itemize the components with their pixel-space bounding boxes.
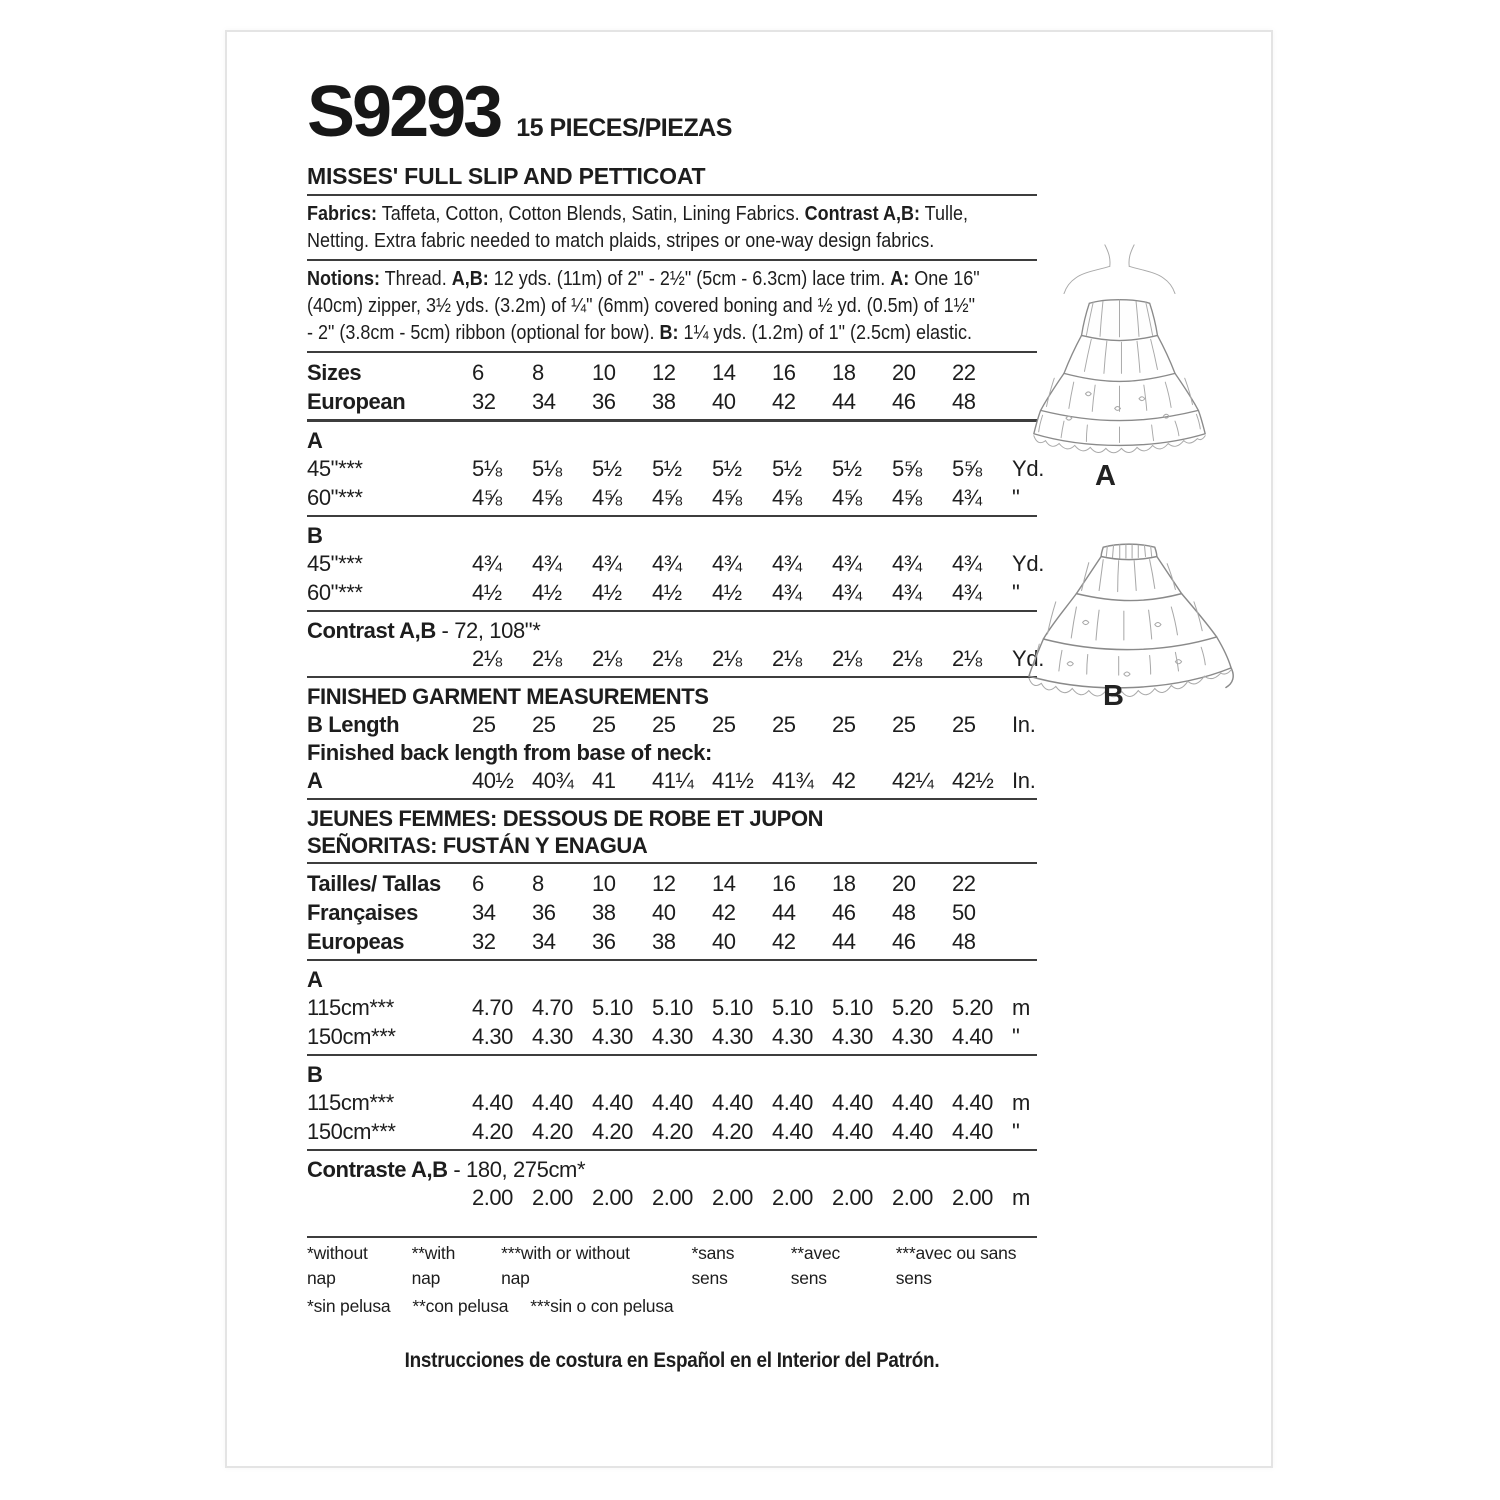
cell-value: 4⅝ — [652, 485, 682, 510]
divider-rule — [307, 194, 1037, 196]
cell-value: 2.00 — [892, 1185, 933, 1210]
cell-value: 4.70 — [532, 995, 573, 1020]
footnote-item: *sans sens — [691, 1243, 735, 1288]
cell-value: 50 — [952, 900, 976, 925]
table-row — [307, 927, 1037, 961]
cell-value: 25 — [832, 712, 856, 737]
table-section-row — [307, 832, 1037, 864]
table-row — [307, 1088, 1037, 1117]
cell-value: 5.10 — [592, 995, 633, 1020]
cell-value: 42 — [772, 389, 796, 414]
cell-value: 4.70 — [472, 995, 513, 1020]
cell-value: 38 — [652, 389, 676, 414]
table-row — [307, 993, 1037, 1022]
text-segment: Thread. — [379, 268, 452, 290]
cell-value: 42½ — [952, 768, 994, 793]
cell-value: 22 — [952, 360, 976, 385]
cell-value: 4⅝ — [592, 485, 622, 510]
footnotes-spanish — [307, 1294, 695, 1319]
cell-value: 4½ — [592, 580, 622, 605]
unit-cell: " — [1012, 485, 1020, 510]
cell-value: 4¾ — [952, 485, 982, 510]
cell-value: 4¾ — [532, 551, 562, 576]
cell-value: 42 — [712, 900, 736, 925]
full-slip-sketch — [1027, 240, 1212, 462]
cell-value: 2.00 — [592, 1185, 633, 1210]
garment-b-label: B — [1103, 680, 1124, 712]
paragraph-line — [307, 201, 968, 228]
table-section-row — [307, 739, 1037, 766]
cell-value: 20 — [892, 871, 916, 896]
cell-value: 2.00 — [712, 1185, 753, 1210]
cell-value: 2⅛ — [532, 646, 562, 671]
garment-title: MISSES' FULL SLIP AND PETTICOAT — [307, 163, 706, 189]
pieces-count: 15 PIECES/PIEZAS — [516, 114, 732, 142]
section-label: A — [307, 967, 323, 992]
text-segment: Taffeta, Cotton, Cotton Blends, Satin, Lining Fabrics. — [377, 203, 805, 225]
footnote-item: *sin pelusa — [307, 1296, 391, 1316]
cell-value: 5⅝ — [892, 456, 922, 481]
cell-value: 2⅛ — [952, 646, 982, 671]
cell-value: 2⅛ — [832, 646, 862, 671]
cell-value: 22 — [952, 871, 976, 896]
cell-value: 4¾ — [712, 551, 742, 576]
cell-value: 5½ — [832, 456, 862, 481]
section-label: FINISHED GARMENT MEASUREMENTS — [307, 684, 709, 709]
cell-value: 10 — [592, 360, 616, 385]
garment-a-illustration — [1027, 240, 1212, 462]
paragraph-line — [307, 293, 976, 320]
divider-rule — [307, 351, 1037, 353]
cell-value: 25 — [772, 712, 796, 737]
cell-value: 46 — [892, 929, 916, 954]
unit-cell: " — [1012, 1119, 1020, 1144]
cell-value: 34 — [532, 389, 556, 414]
garment-b-illustration — [1019, 540, 1239, 705]
row-label: A — [307, 768, 323, 793]
cell-value: 6 — [472, 871, 484, 896]
footnote-item: **with nap — [411, 1243, 456, 1288]
cell-value: 25 — [652, 712, 676, 737]
table-row — [307, 578, 1037, 612]
pattern-number: S9293 — [307, 72, 501, 152]
cell-value: 4.40 — [472, 1090, 513, 1115]
section-label: B — [307, 1062, 323, 1087]
cell-value: 25 — [892, 712, 916, 737]
cell-value: 4¾ — [772, 580, 802, 605]
unit-cell: " — [1012, 580, 1020, 605]
unit-cell: Yd. — [1012, 551, 1045, 576]
table-row — [307, 549, 1045, 578]
title-bar — [307, 74, 1037, 150]
cell-value: 4⅝ — [712, 485, 742, 510]
cell-value: 4⅝ — [892, 485, 922, 510]
text-segment: Tulle, — [919, 203, 968, 225]
cell-value: 4¾ — [952, 580, 982, 605]
unit-cell: m — [1012, 1090, 1031, 1115]
cell-value: 34 — [532, 929, 556, 954]
cell-value: 4.30 — [832, 1024, 873, 1049]
footnote-row-1 — [307, 1241, 1037, 1291]
cell-value: 5½ — [712, 456, 742, 481]
cell-value: 2.00 — [532, 1185, 573, 1210]
row-label: 45"*** — [307, 456, 363, 481]
cell-value: 5½ — [652, 456, 682, 481]
text-segment: A,B: — [451, 268, 489, 290]
unit-cell: " — [1012, 1024, 1020, 1049]
unit-cell: In. — [1012, 768, 1036, 793]
text-segment: B: — [659, 322, 679, 344]
cell-value: 36 — [532, 900, 556, 925]
cell-value: 4.30 — [532, 1024, 573, 1049]
footnotes-french — [665, 1241, 1037, 1291]
cell-value: 4.30 — [892, 1024, 933, 1049]
cell-value: 4.40 — [952, 1024, 993, 1049]
cell-value: 4¾ — [592, 551, 622, 576]
section-label: Contrast A,B — [307, 618, 436, 643]
cell-value: 4.30 — [652, 1024, 693, 1049]
cell-value: 6 — [472, 360, 484, 385]
table-row — [307, 644, 1045, 678]
section-label-suffix: - 180, 275cm* — [447, 1157, 586, 1182]
table-row — [307, 483, 1037, 517]
cell-value: 2⅛ — [892, 646, 922, 671]
row-label: 115cm*** — [307, 1090, 394, 1115]
cell-value: 40 — [712, 929, 736, 954]
footnote-row-2 — [307, 1294, 1037, 1319]
table-row — [307, 898, 1037, 927]
section-label: JEUNES FEMMES: DESSOUS DE ROBE ET JUPON — [307, 806, 824, 831]
cell-value: 5½ — [772, 456, 802, 481]
cell-value: 4½ — [472, 580, 502, 605]
cell-value: 5.10 — [772, 995, 813, 1020]
table-row — [307, 869, 1037, 898]
cell-value: 40 — [652, 900, 676, 925]
text-segment: Fabrics: — [307, 203, 378, 225]
cell-value: 2.00 — [472, 1185, 513, 1210]
cell-value: 41¾ — [772, 768, 814, 793]
cell-value: 4.20 — [472, 1119, 513, 1144]
notions-paragraph — [307, 266, 1037, 347]
cell-value: 2.00 — [652, 1185, 693, 1210]
cell-value: 4¾ — [652, 551, 682, 576]
cell-value: 4¾ — [892, 580, 922, 605]
cell-value: 4.40 — [592, 1090, 633, 1115]
section-label: B — [307, 523, 323, 548]
cell-value: 5.20 — [952, 995, 993, 1020]
petticoat-sketch — [1019, 540, 1239, 705]
cell-value: 36 — [592, 929, 616, 954]
cell-value: 4.30 — [712, 1024, 753, 1049]
cell-value: 5.10 — [712, 995, 753, 1020]
cell-value: 44 — [832, 389, 856, 414]
cell-value: 48 — [952, 389, 976, 414]
cell-value: 44 — [772, 900, 796, 925]
row-label: Sizes — [307, 360, 362, 385]
cell-value: 4⅝ — [472, 485, 502, 510]
pattern-envelope-back — [225, 30, 1273, 1468]
cell-value: 5.10 — [832, 995, 873, 1020]
text-segment: 12 yds. (11m) of 2" - 2½" (5cm - 6.3cm) lace trim. — [488, 268, 891, 290]
cell-value: 41¼ — [652, 768, 694, 793]
cell-value: 2⅛ — [592, 646, 622, 671]
cell-value: 12 — [652, 871, 676, 896]
table-section-row — [307, 1156, 1037, 1183]
row-label: 60"*** — [307, 485, 363, 510]
cell-value: 4.20 — [532, 1119, 573, 1144]
cell-value: 48 — [952, 929, 976, 954]
cell-value: 32 — [472, 389, 496, 414]
table-section-row — [307, 966, 1037, 993]
cell-value: 4¾ — [952, 551, 982, 576]
footnote-item: ***sin o con pelusa — [530, 1296, 674, 1316]
row-label: 45"*** — [307, 551, 363, 576]
footnote-item: **con pelusa — [412, 1296, 509, 1316]
cell-value: 32 — [472, 929, 496, 954]
divider-rule — [307, 259, 1037, 261]
cell-value: 4.20 — [652, 1119, 693, 1144]
cell-value: 41 — [592, 768, 616, 793]
cell-value: 4½ — [652, 580, 682, 605]
unit-cell: Yd. — [1012, 646, 1045, 671]
table-row — [307, 454, 1045, 483]
cell-value: 40½ — [472, 768, 514, 793]
cell-value: 38 — [592, 900, 616, 925]
text-segment: Netting. Extra fabric needed to match plaids, stripes or one-way design fabrics. — [307, 230, 935, 252]
table-section-row — [307, 617, 1037, 644]
cell-value: 42¼ — [892, 768, 934, 793]
cell-value: 4.20 — [592, 1119, 633, 1144]
cell-value: 16 — [772, 871, 796, 896]
cell-value: 2⅛ — [712, 646, 742, 671]
paragraph-line — [307, 320, 973, 347]
section-label-suffix: - 72, 108"* — [435, 618, 541, 643]
cell-value: 14 — [712, 871, 736, 896]
cell-value: 8 — [532, 871, 544, 896]
row-label: 150cm*** — [307, 1119, 396, 1144]
table-section-row — [307, 683, 1037, 710]
text-segment: A: — [890, 268, 910, 290]
cell-value: 25 — [712, 712, 736, 737]
cell-value: 4⅝ — [832, 485, 862, 510]
cell-value: 14 — [712, 360, 736, 385]
unit-cell: Yd. — [1012, 456, 1045, 481]
table-row — [307, 710, 1037, 739]
cell-value: 4⅝ — [532, 485, 562, 510]
cell-value: 4.40 — [712, 1090, 753, 1115]
cell-value: 12 — [652, 360, 676, 385]
cell-value: 2.00 — [772, 1185, 813, 1210]
cell-value: 38 — [652, 929, 676, 954]
table-row — [307, 1022, 1037, 1056]
cell-value: 2⅛ — [472, 646, 502, 671]
text-segment: - 2" (3.8cm - 5cm) ribbon (optional for bow). — [307, 322, 660, 344]
cell-value: 42 — [832, 768, 856, 793]
cell-value: 10 — [592, 871, 616, 896]
section-label: A — [307, 428, 323, 453]
row-label: B Length — [307, 712, 400, 737]
table-row — [307, 358, 1037, 387]
cell-value: 42 — [772, 929, 796, 954]
cell-value: 40¾ — [532, 768, 574, 793]
row-label: 60"*** — [307, 580, 363, 605]
paragraph-line — [307, 266, 980, 293]
table-row — [307, 1117, 1037, 1151]
unit-cell: m — [1012, 995, 1031, 1020]
cell-value: 5⅛ — [472, 456, 502, 481]
unit-cell: In. — [1012, 712, 1036, 737]
table-section-row — [307, 522, 1037, 549]
text-segment: One 16" — [909, 268, 980, 290]
cell-value: 25 — [592, 712, 616, 737]
cell-value: 2.00 — [952, 1185, 993, 1210]
cell-value: 2⅛ — [652, 646, 682, 671]
footnotes-rule — [307, 1236, 1037, 1238]
cell-value: 4⅝ — [772, 485, 802, 510]
text-segment: Contrast A,B: — [804, 203, 920, 225]
footnote-item: **avec sens — [790, 1243, 841, 1288]
cell-value: 2⅛ — [772, 646, 802, 671]
content-column — [307, 72, 1045, 1373]
cell-value: 46 — [832, 900, 856, 925]
cell-value: 25 — [472, 712, 496, 737]
cell-value: 4.40 — [832, 1119, 873, 1144]
table-section-row — [307, 805, 1037, 832]
cell-value: 4.30 — [472, 1024, 513, 1049]
cell-value: 41½ — [712, 768, 754, 793]
cell-value: 4¾ — [832, 551, 862, 576]
cell-value: 8 — [532, 360, 544, 385]
section-label: Finished back length from base of neck: — [307, 740, 712, 765]
yardage-table — [307, 358, 1045, 1212]
paragraph-line — [307, 228, 964, 255]
cell-value: 4.40 — [652, 1090, 693, 1115]
footnote-item: ***with or without nap — [501, 1243, 630, 1288]
row-label: European — [307, 389, 406, 414]
cell-value: 5½ — [592, 456, 622, 481]
cell-value: 4¾ — [472, 551, 502, 576]
cell-value: 4.40 — [532, 1090, 573, 1115]
row-label: Europeas — [307, 929, 405, 954]
cell-value: 4¾ — [832, 580, 862, 605]
cell-value: 48 — [892, 900, 916, 925]
cell-value: 2.00 — [832, 1185, 873, 1210]
row-label: Françaises — [307, 900, 418, 925]
cell-value: 4.40 — [832, 1090, 873, 1115]
spanish-instructions-note: Instrucciones de costura en Español en el Interior del Patrón. — [404, 1349, 940, 1372]
row-label: 150cm*** — [307, 1024, 396, 1049]
cell-value: 5⅛ — [532, 456, 562, 481]
cell-value: 25 — [952, 712, 976, 737]
table-row — [307, 1183, 1037, 1212]
unit-cell: m — [1012, 1185, 1031, 1210]
cell-value: 4.30 — [592, 1024, 633, 1049]
cell-value: 4½ — [532, 580, 562, 605]
cell-value: 20 — [892, 360, 916, 385]
cell-value: 34 — [472, 900, 496, 925]
text-segment: (40cm) zipper, 3½ yds. (3.2m) of ¼" (6mm) covered boning and ½ yd. (0.5m) of 1½" — [307, 295, 976, 317]
cell-value: 4.40 — [772, 1119, 813, 1144]
cell-value: 4.40 — [892, 1119, 933, 1144]
cell-value: 4.40 — [952, 1119, 993, 1144]
cell-value: 4.40 — [772, 1090, 813, 1115]
cell-value: 46 — [892, 389, 916, 414]
table-section-row — [307, 427, 1037, 454]
cell-value: 4.30 — [772, 1024, 813, 1049]
footnote-item: *without nap — [307, 1243, 368, 1288]
table-row — [307, 766, 1037, 800]
table-section-row — [307, 1061, 1037, 1088]
cell-value: 4¾ — [892, 551, 922, 576]
fabrics-paragraph — [307, 201, 1037, 255]
footnotes-english — [307, 1241, 665, 1291]
cell-value: 4.40 — [952, 1090, 993, 1115]
cell-value: 4¾ — [772, 551, 802, 576]
cell-value: 16 — [772, 360, 796, 385]
cell-value: 4.20 — [712, 1119, 753, 1144]
garment-a-label: A — [1095, 460, 1116, 492]
cell-value: 25 — [532, 712, 556, 737]
section-label: Contraste A,B — [307, 1157, 448, 1182]
row-label: 115cm*** — [307, 995, 394, 1020]
section-label: SEÑORITAS: FUSTÁN Y ENAGUA — [307, 833, 648, 858]
cell-value: 4½ — [712, 580, 742, 605]
cell-value: 44 — [832, 929, 856, 954]
cell-value: 5.20 — [892, 995, 933, 1020]
cell-value: 40 — [712, 389, 736, 414]
table-row — [307, 387, 1037, 422]
text-segment: Notions: — [307, 268, 380, 290]
text-segment: 1¼ yds. (1.2m) of 1" (2.5cm) elastic. — [678, 322, 973, 344]
cell-value: 18 — [832, 871, 856, 896]
cell-value: 5⅝ — [952, 456, 982, 481]
cell-value: 36 — [592, 389, 616, 414]
footnote-item: ***avec ou sans sens — [895, 1243, 1017, 1288]
cell-value: 18 — [832, 360, 856, 385]
cell-value: 4.40 — [892, 1090, 933, 1115]
row-label: Tailles/ Tallas — [307, 871, 441, 896]
cell-value: 5.10 — [652, 995, 693, 1020]
